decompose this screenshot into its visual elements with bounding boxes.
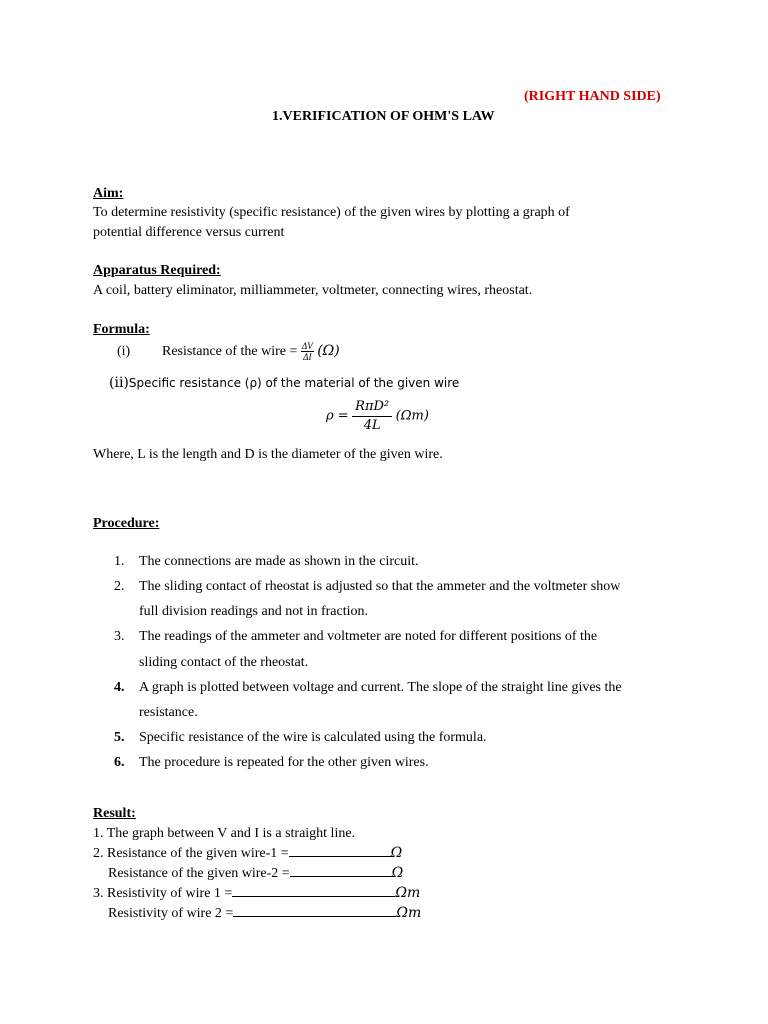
result-line-5 [108, 905, 421, 923]
fraction-numerator: ΔV [301, 341, 313, 352]
result-label: 3. Resistivity of wire 1 = [93, 886, 233, 901]
step-number: 1. [114, 554, 125, 569]
step-number: 3. [114, 629, 125, 644]
step-continuation: full division readings and not in fraction. [139, 604, 369, 619]
result-line-2 [93, 845, 402, 863]
step-number: 5. [114, 730, 125, 745]
ohm-meter-unit: Ωm [395, 885, 421, 901]
step-number: 4. [114, 680, 125, 695]
step-number: 6. [114, 755, 125, 770]
formula-item-2-label: (ii) [109, 375, 129, 391]
page-title: 1.VERIFICATION OF OHM'S LAW [272, 109, 495, 124]
fraction-denominator: ΔI [303, 352, 312, 363]
formula-item-1 [162, 337, 340, 366]
ohm-unit: Ω [391, 865, 404, 881]
rho-denominator: 4L [363, 418, 381, 433]
apparatus-heading: Apparatus Required: [93, 263, 221, 278]
formula-item-1-label: (i) [117, 344, 131, 359]
formula-where: Where, L is the length and D is the diameter of the given wire. [93, 447, 443, 462]
result-label: Resistance of the given wire-2 = [108, 866, 290, 881]
formula-item-2 [109, 375, 459, 393]
ohm-unit: Ω [390, 845, 403, 861]
rho-fraction [352, 399, 392, 434]
delta-v-over-delta-i [301, 341, 314, 362]
formula-heading: Formula: [93, 322, 150, 337]
result-line-3 [108, 865, 403, 883]
step-text: A graph is plotted between voltage and current. The slope of the straight line gives the [139, 680, 622, 695]
aim-heading: Aim: [93, 186, 124, 201]
answer-blank [232, 886, 395, 897]
answer-blank [290, 866, 392, 877]
procedure-step [114, 574, 620, 599]
ohm-unit: (Ω) [317, 343, 340, 359]
step-continuation: sliding contact of the rheostat. [139, 655, 309, 670]
result-label: 2. Resistance of the given wire-1 = [93, 846, 289, 861]
answer-blank [233, 906, 396, 917]
answer-blank [289, 846, 391, 857]
resistivity-formula [326, 399, 429, 434]
result-heading: Result: [93, 806, 136, 821]
formula-item-2-text: Specific resistance (ρ) of the material of the given wire [128, 376, 460, 390]
step-continuation: resistance. [139, 705, 198, 720]
rho-numerator: RπD² [352, 399, 392, 417]
rho-lhs: ρ = [326, 408, 349, 424]
apparatus-text: A coil, battery eliminator, milliammeter, voltmeter, connecting wires, rheostat. [93, 283, 533, 298]
procedure-heading: Procedure: [93, 516, 160, 531]
procedure-step [114, 750, 429, 775]
step-text: The sliding contact of rheostat is adjusted so that the ammeter and the voltmeter show [139, 579, 621, 594]
step-text: The readings of the ammeter and voltmeter are noted for different positions of the [139, 629, 598, 644]
result-line-1: 1. The graph between V and I is a straight line. [93, 826, 356, 841]
step-text: The connections are made as shown in the circuit. [139, 554, 419, 569]
formula-item-1-text: Resistance of the wire = [162, 344, 298, 359]
step-text: The procedure is repeated for the other given wires. [139, 755, 429, 770]
result-label: Resistivity of wire 2 = [108, 906, 234, 921]
aim-line-2: potential difference versus current [93, 225, 285, 240]
procedure-step [114, 725, 487, 750]
ohm-meter-unit: (Ωm) [395, 408, 429, 424]
ohm-meter-unit: Ωm [396, 905, 422, 921]
step-text: Specific resistance of the wire is calculated using the formula. [139, 730, 487, 745]
procedure-step [114, 549, 419, 574]
procedure-step [114, 675, 622, 700]
result-line-4 [93, 885, 420, 903]
aim-line-1: To determine resistivity (specific resistance) of the given wires by plotting a graph of [93, 205, 570, 220]
procedure-step [114, 624, 597, 649]
step-number: 2. [114, 579, 125, 594]
side-note: (RIGHT HAND SIDE) [524, 89, 661, 104]
